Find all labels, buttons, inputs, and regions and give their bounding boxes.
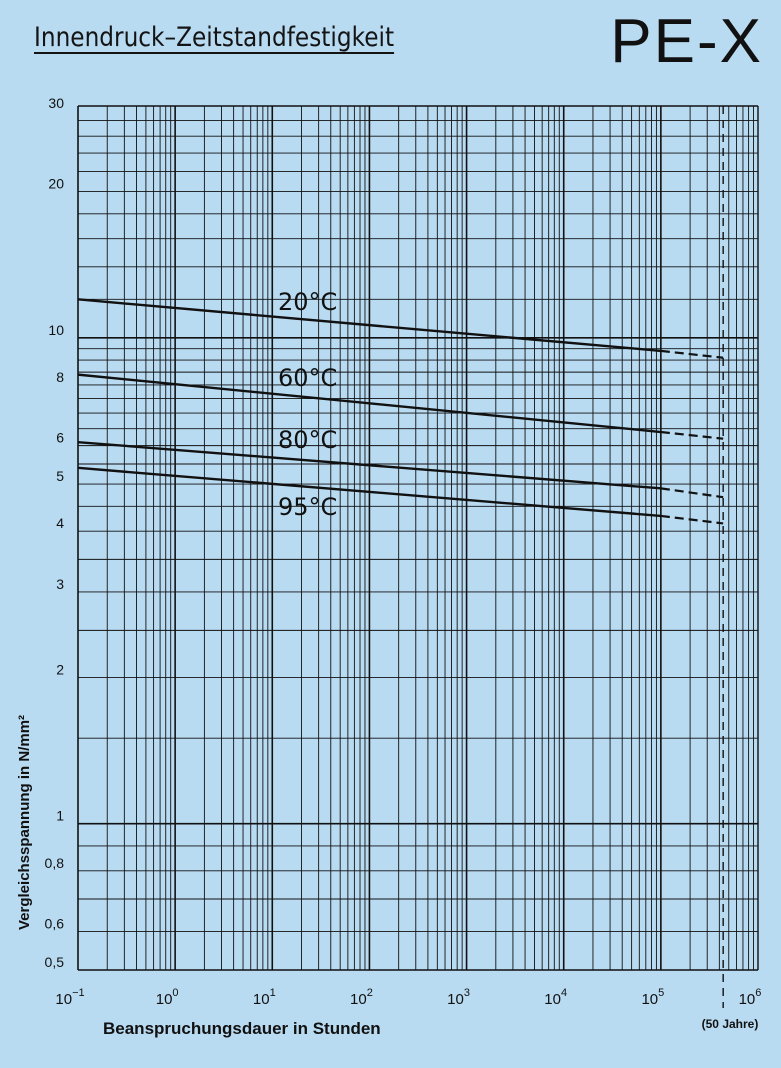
y-tick-label: 0,5	[44, 954, 64, 970]
grid-lines	[78, 106, 758, 970]
y-tick-label: 4	[56, 515, 64, 532]
x-tick-label: $10^0$	[155, 987, 179, 1008]
page-title: Innendruck–Zeitstandfestigkeit	[34, 22, 395, 53]
y-tick-label: 30	[48, 95, 64, 111]
y-axis-label: Vergleichsspannung in N/mm²	[16, 714, 33, 930]
material-label: PE-X	[610, 7, 763, 76]
series-label: 95°C	[278, 493, 338, 521]
x-tick-label: $10^3$	[447, 987, 470, 1008]
x-tick-label: $10^1$	[252, 987, 276, 1008]
y-tick-label: 5	[56, 468, 64, 485]
series-extrapolation	[661, 488, 723, 497]
y-tick-label: 2	[56, 661, 64, 678]
x-axis-label: Beanspruchungsdauer in Stunden	[103, 1019, 381, 1038]
x-tick-label: $10^{-1}$	[55, 987, 85, 1008]
series-extrapolation	[661, 351, 723, 358]
fifty-years-marker	[702, 106, 759, 1031]
y-tick-label: 0,6	[44, 915, 64, 932]
y-tick-label: 8	[56, 368, 64, 385]
y-tick-label: 1	[56, 807, 64, 824]
y-tick-label: 0,8	[44, 854, 64, 871]
y-tick-label: 20	[48, 175, 64, 192]
fifty-years-label: (50 Jahre)	[701, 1017, 759, 1031]
series-label: 80°C	[278, 426, 338, 454]
y-tick-label: 3	[56, 575, 64, 592]
y-tick-labels	[45, 95, 65, 970]
x-tick-label: $10^2$	[350, 987, 373, 1008]
y-tick-label: 6	[56, 429, 64, 446]
series-label: 20°C	[278, 288, 338, 316]
x-tick-labels	[55, 987, 761, 1008]
y-tick-label: 10	[48, 321, 64, 338]
x-tick-label: $10^6$	[738, 987, 762, 1008]
series-extrapolation	[661, 516, 723, 523]
x-tick-label: $10^5$	[641, 987, 665, 1008]
x-tick-label: $10^4$	[544, 987, 568, 1008]
series-extrapolation	[661, 432, 723, 439]
series-label: 60°C	[278, 364, 338, 392]
